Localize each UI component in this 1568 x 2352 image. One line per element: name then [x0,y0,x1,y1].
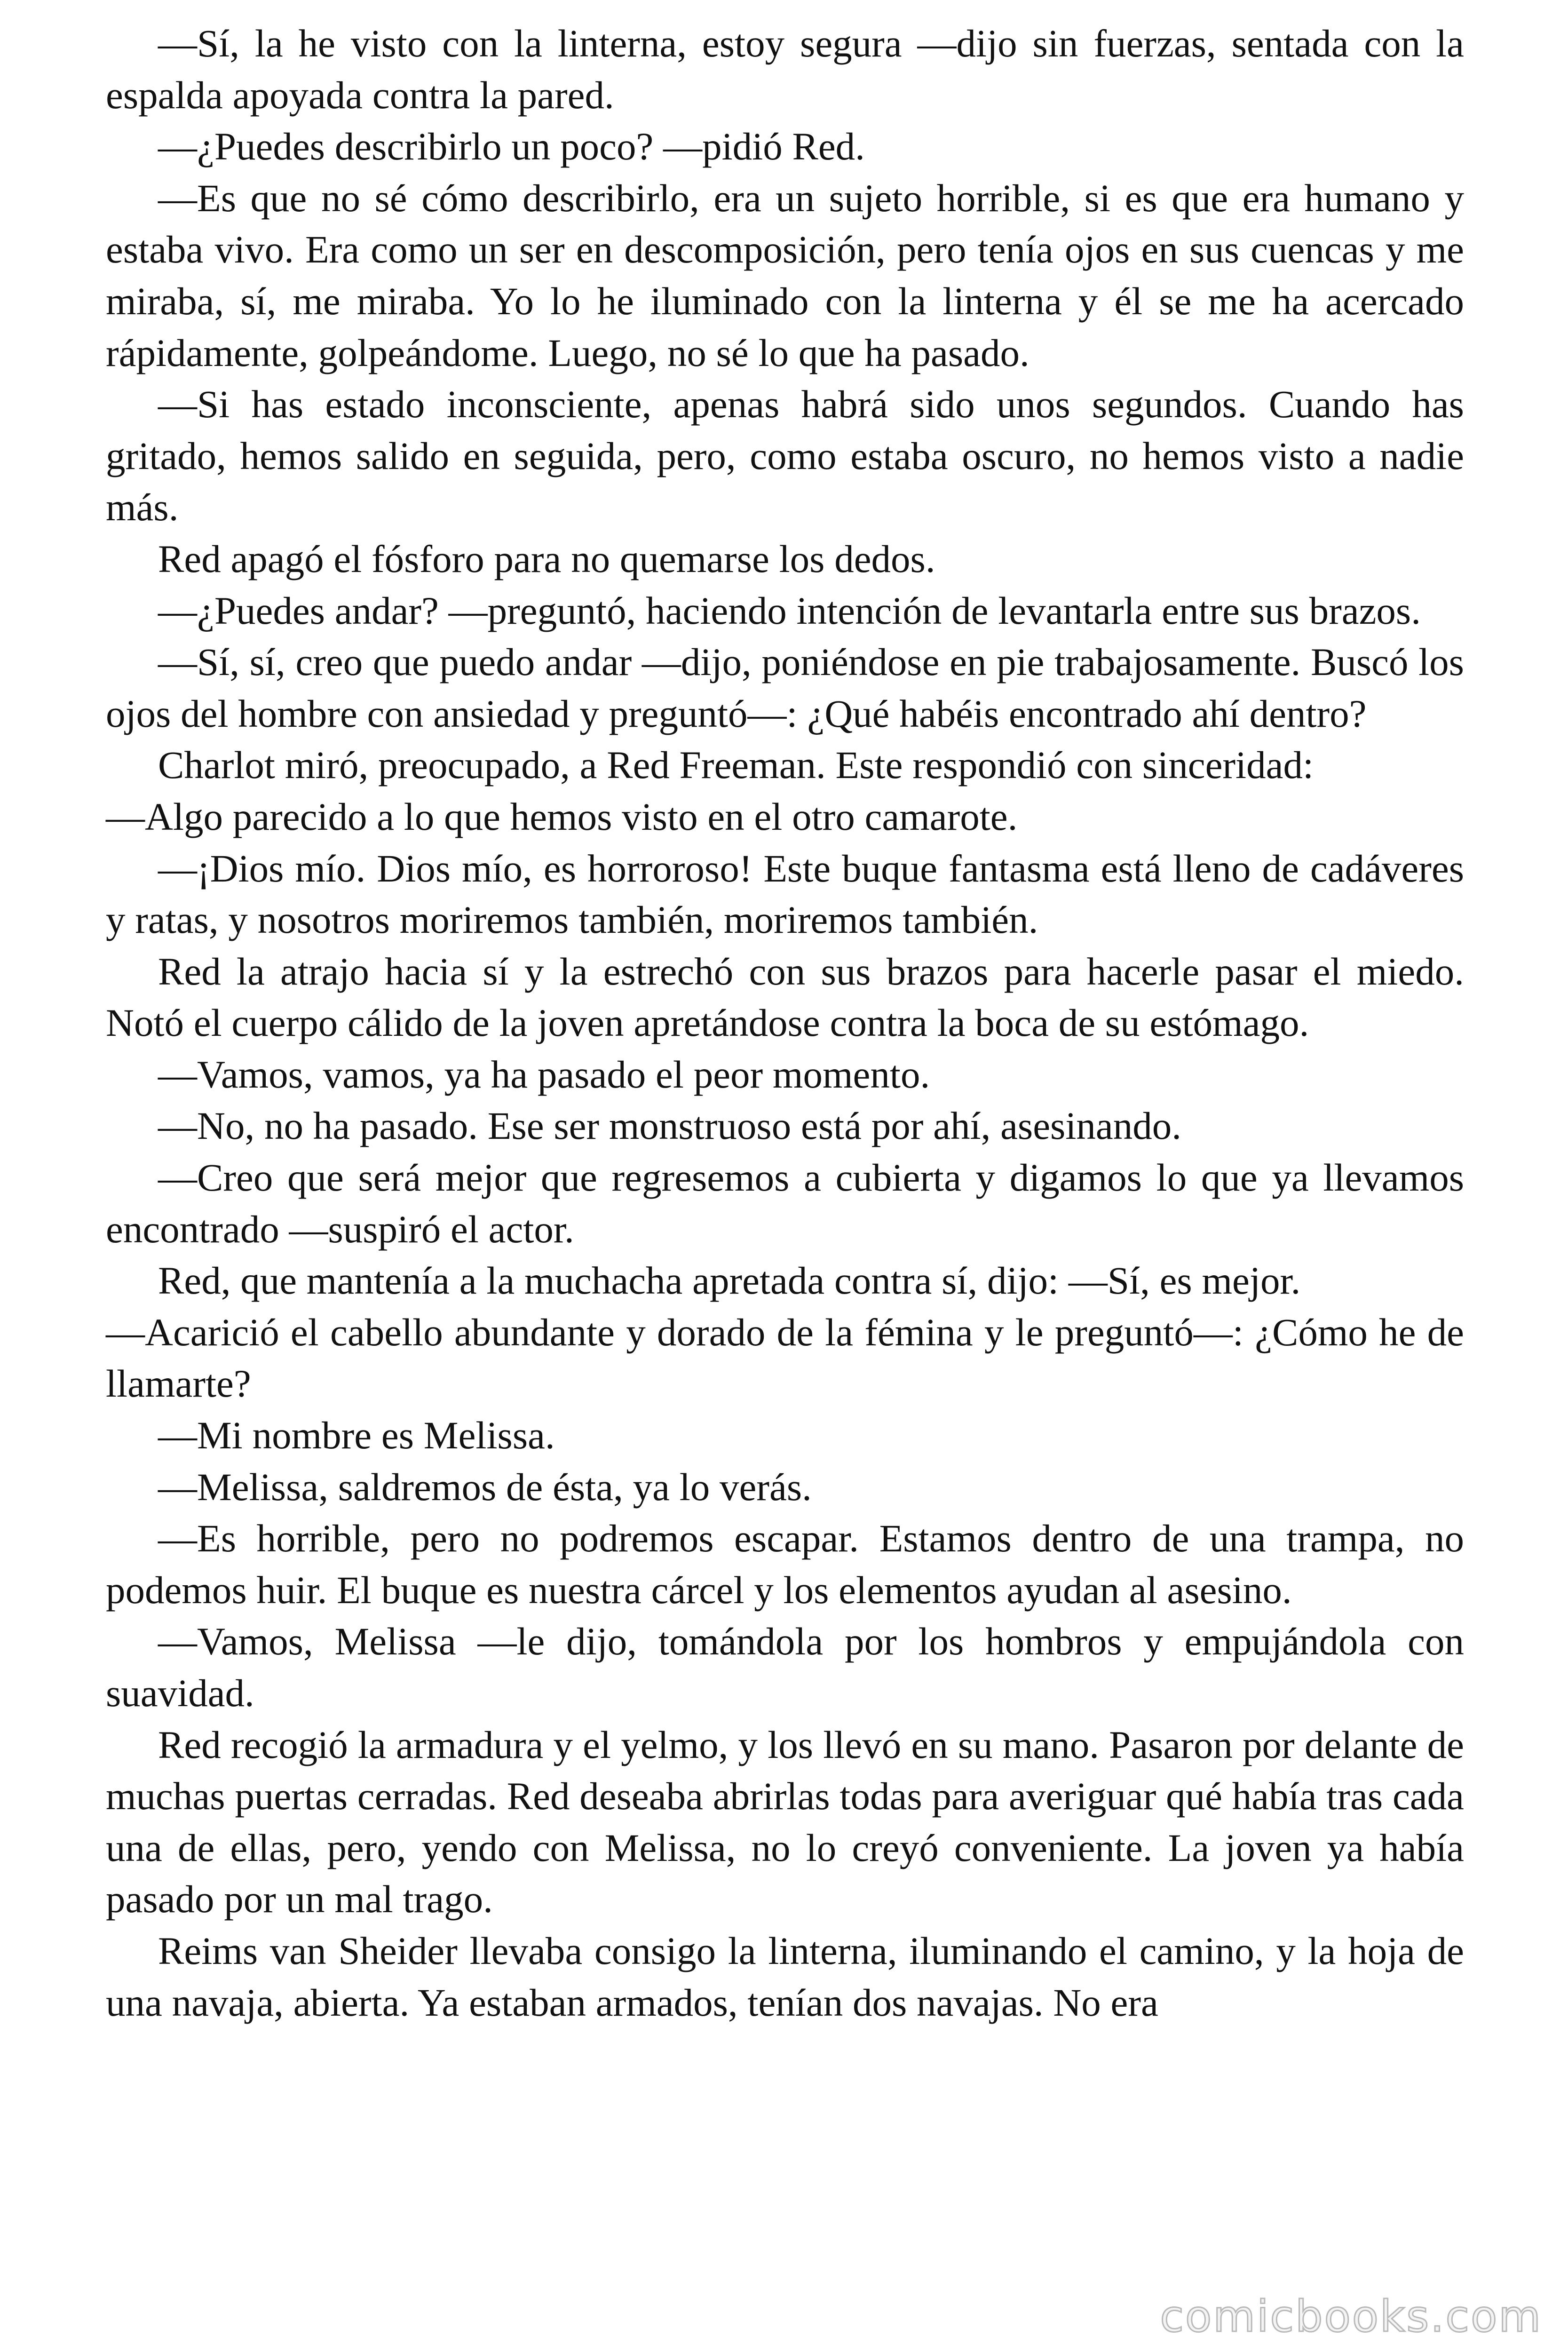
paragraph: Red la atrajo hacia sí y la estrechó con sus brazos para hacerle pasar el miedo. Notó el cuerpo cálido de la joven apretándose contra la boca de su estómago. [106,949,1464,1045]
paragraph: —Algo parecido a lo que hemos visto en el otro camarote. [106,795,1018,838]
watermark-logo: comicbooks.com [1160,2291,1542,2342]
paragraph: —Vamos, vamos, ya ha pasado el peor momento. [158,1052,930,1096]
paragraph: —Melissa, saldremos de ésta, ya lo verás. [158,1465,812,1509]
paragraph: —¿Puedes andar? —preguntó, haciendo intención de levantarla entre sus brazos. [158,588,1421,632]
paragraph: —Acarició el cabello abundante y dorado de la fémina y le preguntó—: ¿Cómo he de llamarte? [106,1310,1464,1406]
page-text [106,18,1464,2028]
paragraph: Reims van Sheider llevaba consigo la linterna, iluminando el camino, y la hoja de una navaja, abierta. Ya estaban armados, tenían dos navajas. No era [106,1929,1464,2024]
paragraph: —Es que no sé cómo describirlo, era un sujeto horrible, si es que era humano y estaba vivo. Era como un ser en descomposición, pero tenía ojos en sus cuencas y me miraba, sí, me miraba. Yo lo he iluminado con la linterna y él se me ha acercado rápidamente, golpeándome. Luego, no sé lo que ha pasado. [106,176,1464,374]
paragraph: Red, que mantenía a la muchacha apretada contra sí, dijo: —Sí, es mejor. [158,1259,1301,1303]
paragraph: Red apagó el fósforo para no quemarse los dedos. [158,537,935,580]
paragraph: —Creo que será mejor que regresemos a cubierta y digamos lo que ya llevamos encontrado —suspiró el actor. [106,1156,1464,1251]
paragraph: —¡Dios mío. Dios mío, es horroroso! Este buque fantasma está lleno de cadáveres y ratas, y nosotros moriremos también, moriremos también. [106,846,1464,942]
paragraph: —Sí, la he visto con la linterna, estoy segura —dijo sin fuerzas, sentada con la espalda apoyada contra la pared. [106,22,1464,117]
paragraph: —¿Puedes describirlo un poco? —pidió Red. [158,125,865,168]
paragraph: —Sí, sí, creo que puedo andar —dijo, poniéndose en pie trabajosamente. Buscó los ojos del hombre con ansiedad y preguntó—: ¿Qué habéis encontrado ahí dentro? [106,640,1464,735]
paragraph: —Vamos, Melissa —le dijo, tomándola por los hombros y empujándola con suavidad. [106,1620,1464,1715]
paragraph: —Si has estado inconsciente, apenas habrá sido unos segundos. Cuando has gritado, hemos salido en seguida, pero, como estaba oscuro, no hemos visto a nadie más. [106,382,1464,529]
paragraph: —No, no ha pasado. Ese ser monstruoso está por ahí, asesinando. [158,1104,1181,1148]
paragraph: Red recogió la armadura y el yelmo, y los llevó en su mano. Pasaron por delante de muchas puertas cerradas. Red deseaba abrirlas todas para averiguar qué había tras cada una de ellas, pero, yendo con Melissa, no lo creyó conveniente. La joven ya había pasado por un mal trago. [106,1723,1464,1921]
paragraph: Charlot miró, preocupado, a Red Freeman. Este respondió con sinceridad: [158,743,1314,787]
paragraph: —Es horrible, pero no podremos escapar. Estamos dentro de una trampa, no podemos huir. El buque es nuestra cárcel y los elementos ayudan al asesino. [106,1517,1464,1612]
paragraph: —Mi nombre es Melissa. [158,1414,555,1457]
